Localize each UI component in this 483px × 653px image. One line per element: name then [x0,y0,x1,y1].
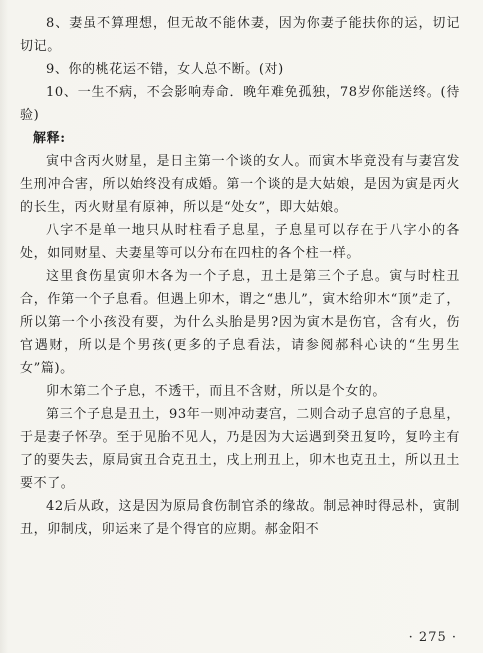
list-item-10: 10、一生不病，不会影响寿命．晚年难免孤独，78岁你能送终。(待验) [20,85,460,123]
paragraph-3: 这里食伤星寅卯木各为一个子息，丑土是第三个子息。寅与时柱丑合，作第一个子息看。但遇上卯木，谓之“患儿”，寅木给卯木“顶”走了，所以第一个小孩没有要，为什么头胎是男?因为寅木是伤官，含有火，伤官遇财，所以是个男孩(更多的子息看法，请参阅郝科心诀的“生男生女”篇)。 [20,269,460,376]
paragraph-4: 卯木第二个子息，不透干，而且不含财，所以是个女的。 [46,384,387,399]
list-item-8: 8、妻虽不算理想，但无故不能休妻，因为你妻子能扶你的运，切记切记。 [20,16,460,54]
explanation-heading: 解释: [33,131,66,146]
paragraph-2: 八字不是单一地只从时柱看子息星，子息星可以存在于八字小的各处，如同财星、夫妻星等可以分布在四柱的各个柱一样。 [20,223,460,261]
paragraph-5: 第三个子息是丑土，93年一则冲动妻宫，二则合动子息宫的子息星，于是妻子怀孕。至于见胎不见人，乃是因为大运遇到癸丑复吟，复吟主有了的要失去，原局寅丑合克丑土，戌上刑丑上，卯木也克丑土，所以丑土要不了。 [20,407,460,491]
page-body [20,12,460,541]
page-number: · 275 · [408,630,457,645]
list-item-9: 9、你的桃花运不错，女人总不断。(对) [46,62,284,77]
paragraph-1: 寅中含丙火财星，是日主第一个谈的女人。而寅木毕竟没有与妻宫发生刑冲合害，所以始终没有成婚。第一个谈的是大姑娘，是因为寅是丙火的长生，丙火财星有原神，所以是“处女”，即大姑娘。 [20,154,460,215]
paragraph-6: 42后从政，这是因为原局食伤制官杀的缘故。制忌神时得忌朴，寅制丑，卯制戌，卯运来了是个得官的应期。郝金阳不 [20,499,460,537]
